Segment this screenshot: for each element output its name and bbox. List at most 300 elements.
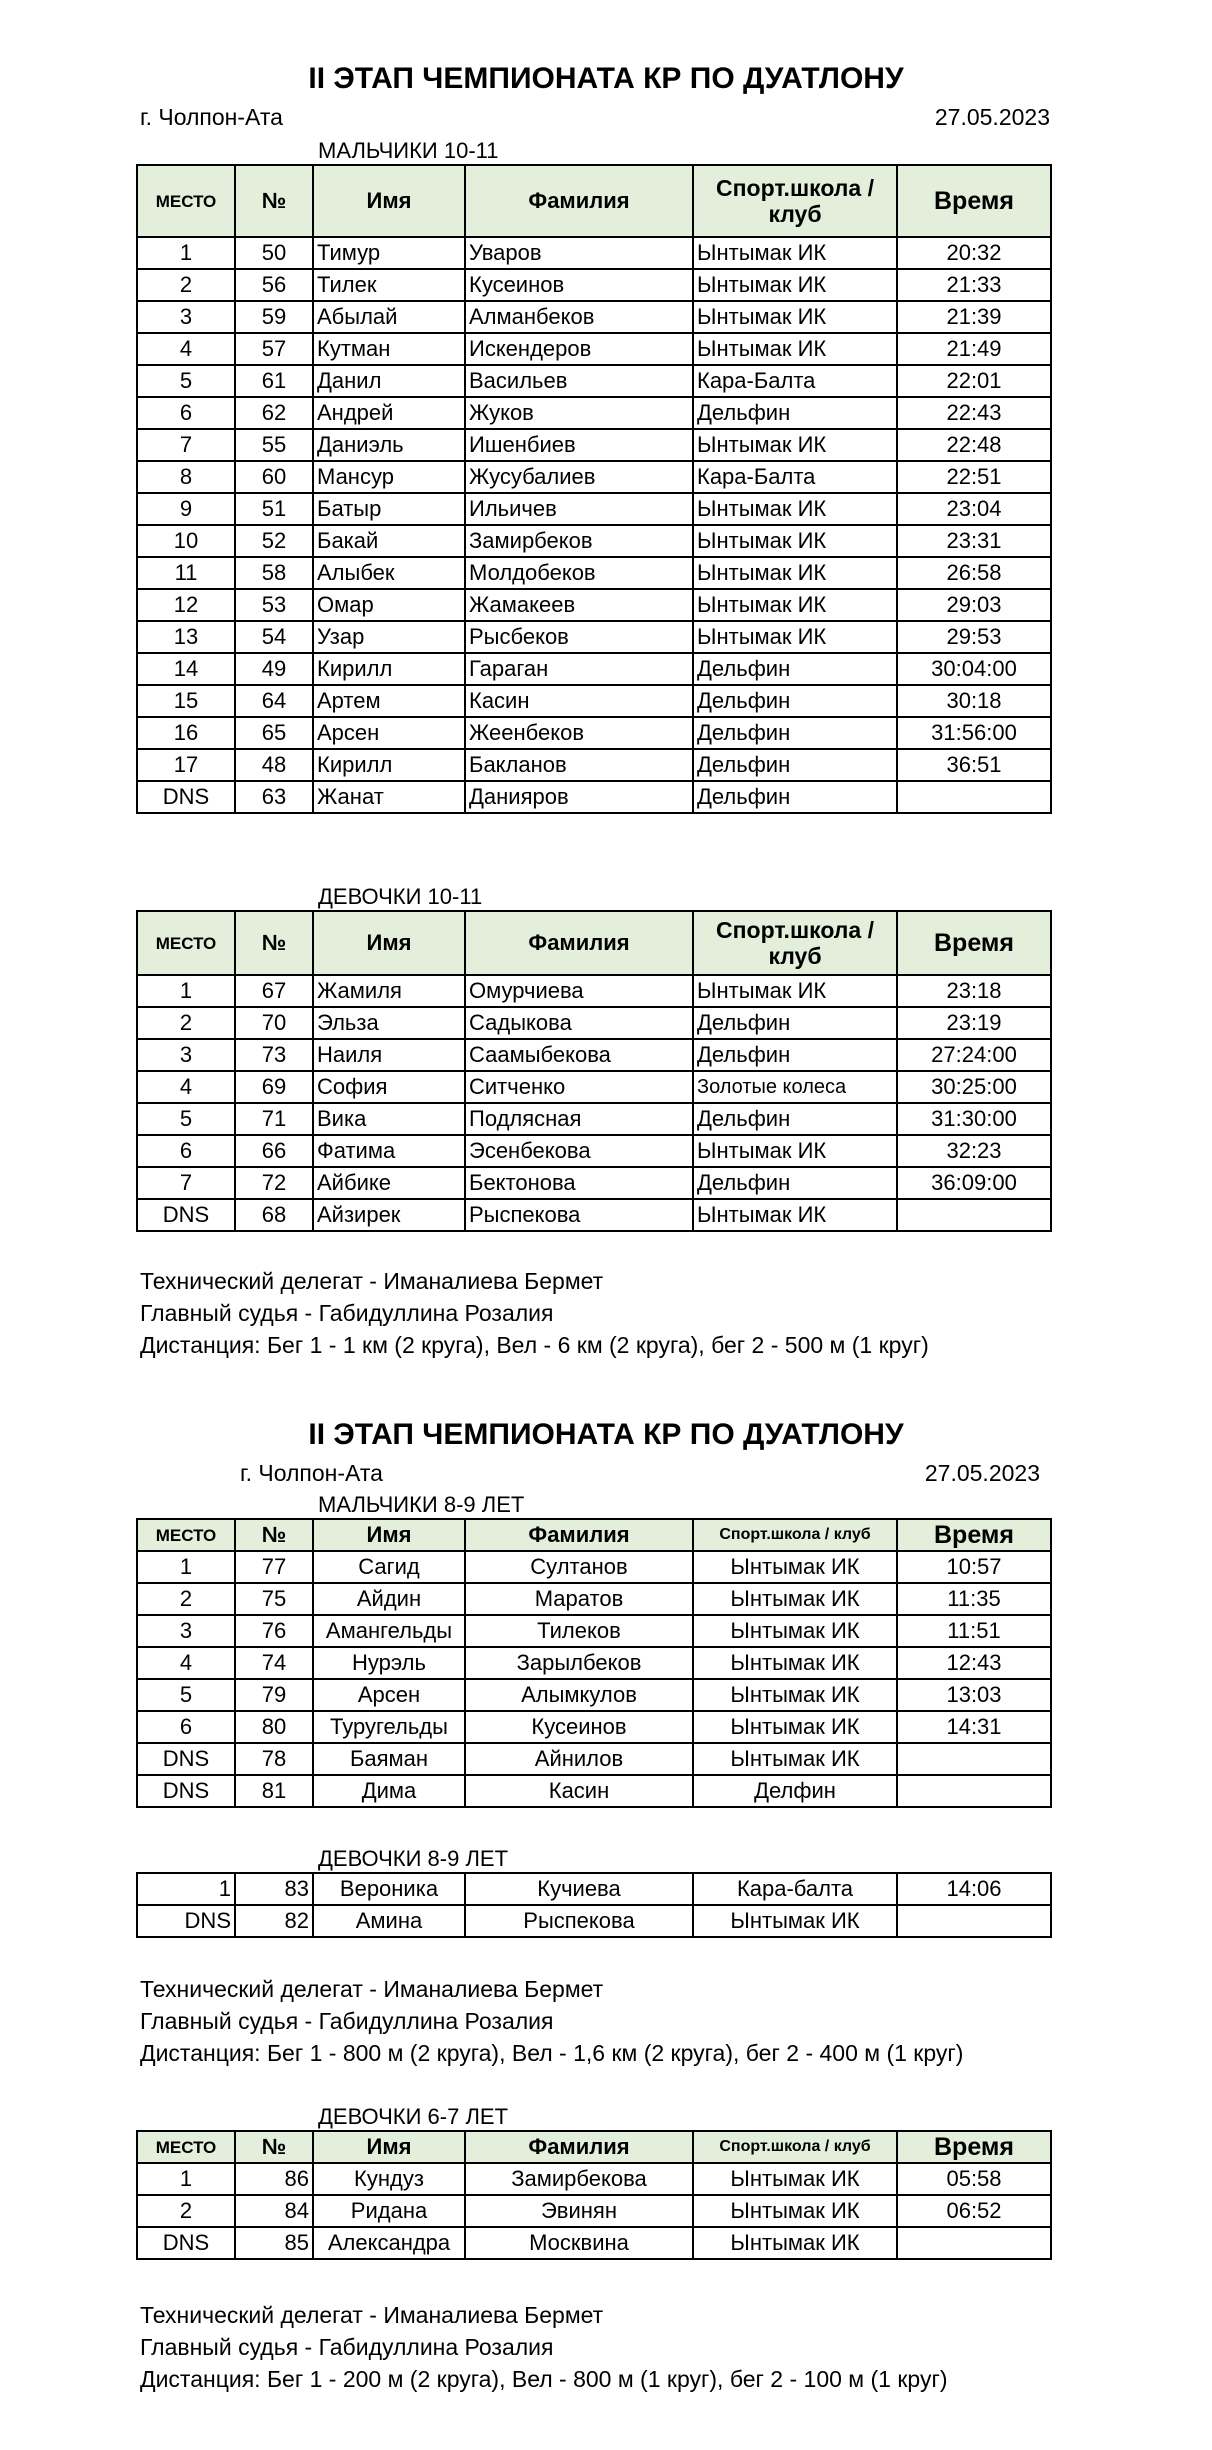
table-row xyxy=(137,1167,1051,1199)
table-row xyxy=(137,1679,1051,1711)
first-name-cell: Узар xyxy=(313,621,465,653)
table-row xyxy=(137,301,1051,333)
time-cell: 06:52 xyxy=(897,2195,1051,2227)
surname-cell: Жуков xyxy=(465,397,693,429)
table-row xyxy=(137,1775,1051,1807)
first-name-cell: Айбике xyxy=(313,1167,465,1199)
time-cell xyxy=(897,781,1051,813)
surname-cell: Бектонова xyxy=(465,1167,693,1199)
club-cell: Ынтымак ИК xyxy=(693,237,897,269)
club-cell: Ынтымак ИК xyxy=(693,1743,897,1775)
surname-cell: Алманбеков xyxy=(465,301,693,333)
bib-number-cell: 71 xyxy=(235,1103,313,1135)
table-row xyxy=(137,1135,1051,1167)
bib-number-cell: 50 xyxy=(235,237,313,269)
first-name-cell: Сагид xyxy=(313,1551,465,1583)
place-cell: 1 xyxy=(137,2163,235,2195)
table-row xyxy=(137,365,1051,397)
surname-cell: Жусубалиев xyxy=(465,461,693,493)
col-header-time: Время xyxy=(897,911,1051,975)
table-row xyxy=(137,1743,1051,1775)
first-name-cell: Кундуз xyxy=(313,2163,465,2195)
time-cell: 11:51 xyxy=(897,1615,1051,1647)
place-cell: 13 xyxy=(137,621,235,653)
bib-number-cell: 77 xyxy=(235,1551,313,1583)
time-cell: 30:18 xyxy=(897,685,1051,717)
time-cell: 21:49 xyxy=(897,333,1051,365)
first-name-cell: Амангельды xyxy=(313,1615,465,1647)
place-cell: 7 xyxy=(137,429,235,461)
table-row xyxy=(137,1103,1051,1135)
bib-number-cell: 78 xyxy=(235,1743,313,1775)
first-name-cell: Артем xyxy=(313,685,465,717)
category-title: МАЛЬЧИКИ 8-9 ЛЕТ xyxy=(318,1492,525,1517)
place-cell: 9 xyxy=(137,493,235,525)
bib-number-cell: 58 xyxy=(235,557,313,589)
bib-number-cell: 62 xyxy=(235,397,313,429)
surname-cell: Садыкова xyxy=(465,1007,693,1039)
club-cell: Дельфин xyxy=(693,1103,897,1135)
club-cell: Ынтымак ИК xyxy=(693,525,897,557)
club-cell: Ынтымак ИК xyxy=(693,975,897,1007)
distance-note: Дистанция: Бег 1 - 800 м (2 круга), Вел - 1,6 км (2 круга), бег 2 - 400 м (1 круг) xyxy=(140,2040,964,2066)
surname-cell: Кусеинов xyxy=(465,269,693,301)
club-cell: Ынтымак ИК xyxy=(693,1647,897,1679)
time-cell: 29:03 xyxy=(897,589,1051,621)
table-row xyxy=(137,1199,1051,1231)
bib-number-cell: 48 xyxy=(235,749,313,781)
tech-delegate-note: Технический делегат - Иманалиева Бермет xyxy=(140,1268,604,1294)
club-cell: Ынтымак ИК xyxy=(693,557,897,589)
place-cell: 5 xyxy=(137,365,235,397)
surname-cell: Гараган xyxy=(465,653,693,685)
place-cell: DNS xyxy=(137,2227,235,2259)
table-row xyxy=(137,333,1051,365)
first-name-cell: Айдин xyxy=(313,1583,465,1615)
bib-number-cell: 72 xyxy=(235,1167,313,1199)
bib-number-cell: 57 xyxy=(235,333,313,365)
first-name-cell: Кирилл xyxy=(313,749,465,781)
place-cell: DNS xyxy=(137,1905,235,1937)
time-cell xyxy=(897,1775,1051,1807)
club-cell: Ынтымак ИК xyxy=(693,1615,897,1647)
first-name-cell: Арсен xyxy=(313,1679,465,1711)
bib-number-cell: 49 xyxy=(235,653,313,685)
table-row xyxy=(137,781,1051,813)
col-header-club: Спорт.школа / клуб xyxy=(693,911,897,975)
first-name-cell: Айзирек xyxy=(313,1199,465,1231)
first-name-cell: Александра xyxy=(313,2227,465,2259)
place-cell: 6 xyxy=(137,1711,235,1743)
time-cell: 10:57 xyxy=(897,1551,1051,1583)
col-header-number: № xyxy=(235,911,313,975)
table-row xyxy=(137,2195,1051,2227)
time-cell: 23:31 xyxy=(897,525,1051,557)
first-name-cell: Тимур xyxy=(313,237,465,269)
place-cell: 1 xyxy=(137,237,235,269)
category-title: МАЛЬЧИКИ 10-11 xyxy=(318,138,499,163)
time-cell xyxy=(897,1905,1051,1937)
surname-cell: Алымкулов xyxy=(465,1679,693,1711)
category-title: ДЕВОЧКИ 6-7 ЛЕТ xyxy=(318,2104,509,2129)
club-cell: Золотые колеса xyxy=(693,1071,897,1103)
table-row xyxy=(137,525,1051,557)
event-location: г. Чолпон-Ата xyxy=(140,104,283,130)
first-name-cell: Нурэль xyxy=(313,1647,465,1679)
place-cell: DNS xyxy=(137,1743,235,1775)
club-cell: Ынтымак ИК xyxy=(693,493,897,525)
place-cell: 3 xyxy=(137,1039,235,1071)
first-name-cell: Батыр xyxy=(313,493,465,525)
time-cell: 26:58 xyxy=(897,557,1051,589)
table-row xyxy=(137,1711,1051,1743)
first-name-cell: Туругельды xyxy=(313,1711,465,1743)
surname-cell: Касин xyxy=(465,1775,693,1807)
bib-number-cell: 59 xyxy=(235,301,313,333)
club-cell: Делфин xyxy=(693,1775,897,1807)
time-cell: 22:51 xyxy=(897,461,1051,493)
table-header-row xyxy=(137,1519,1051,1551)
place-cell: 7 xyxy=(137,1167,235,1199)
club-cell: Ынтымак ИК xyxy=(693,621,897,653)
bib-number-cell: 55 xyxy=(235,429,313,461)
club-cell: Ынтымак ИК xyxy=(693,589,897,621)
bib-number-cell: 74 xyxy=(235,1647,313,1679)
bib-number-cell: 66 xyxy=(235,1135,313,1167)
club-cell: Дельфин xyxy=(693,1007,897,1039)
surname-cell: Жеенбеков xyxy=(465,717,693,749)
bib-number-cell: 51 xyxy=(235,493,313,525)
col-header-name: Имя xyxy=(313,165,465,237)
bib-number-cell: 53 xyxy=(235,589,313,621)
first-name-cell: Вероника xyxy=(313,1873,465,1905)
bib-number-cell: 63 xyxy=(235,781,313,813)
col-header-name: Имя xyxy=(313,2131,465,2163)
bib-number-cell: 79 xyxy=(235,1679,313,1711)
time-cell: 30:04:00 xyxy=(897,653,1051,685)
surname-cell: Васильев xyxy=(465,365,693,397)
surname-cell: Рысбеков xyxy=(465,621,693,653)
table-header-row xyxy=(137,165,1051,237)
club-cell: Ынтымак ИК xyxy=(693,1711,897,1743)
time-cell: 30:25:00 xyxy=(897,1071,1051,1103)
col-header-number: № xyxy=(235,1519,313,1551)
place-cell: 2 xyxy=(137,1007,235,1039)
bib-number-cell: 73 xyxy=(235,1039,313,1071)
surname-cell: Замирбеков xyxy=(465,525,693,557)
club-cell: Ынтымак ИК xyxy=(693,429,897,461)
place-cell: 3 xyxy=(137,301,235,333)
bib-number-cell: 82 xyxy=(235,1905,313,1937)
place-cell: 1 xyxy=(137,1551,235,1583)
first-name-cell: Данил xyxy=(313,365,465,397)
bib-number-cell: 85 xyxy=(235,2227,313,2259)
place-cell: 11 xyxy=(137,557,235,589)
time-cell: 21:39 xyxy=(897,301,1051,333)
col-header-club: Спорт.школа / клуб xyxy=(693,1519,897,1551)
place-cell: 6 xyxy=(137,1135,235,1167)
first-name-cell: Даниэль xyxy=(313,429,465,461)
first-name-cell: Ридана xyxy=(313,2195,465,2227)
club-cell: Дельфин xyxy=(693,1039,897,1071)
first-name-cell: Омар xyxy=(313,589,465,621)
first-name-cell: София xyxy=(313,1071,465,1103)
place-cell: 8 xyxy=(137,461,235,493)
surname-cell: Ильичев xyxy=(465,493,693,525)
club-cell: Ынтымак ИК xyxy=(693,1199,897,1231)
col-header-surname: Фамилия xyxy=(465,2131,693,2163)
place-cell: 12 xyxy=(137,589,235,621)
surname-cell: Рыспекова xyxy=(465,1905,693,1937)
chief-judge-note: Главный судья - Габидуллина Розалия xyxy=(140,1300,554,1326)
bib-number-cell: 75 xyxy=(235,1583,313,1615)
first-name-cell: Мансур xyxy=(313,461,465,493)
surname-cell: Данияров xyxy=(465,781,693,813)
time-cell: 29:53 xyxy=(897,621,1051,653)
surname-cell: Рыспекова xyxy=(465,1199,693,1231)
bib-number-cell: 54 xyxy=(235,621,313,653)
club-cell: Ынтымак ИК xyxy=(693,2195,897,2227)
club-cell: Дельфин xyxy=(693,1167,897,1199)
bib-number-cell: 65 xyxy=(235,717,313,749)
event-location: г. Чолпон-Ата xyxy=(240,1460,383,1486)
table-row xyxy=(137,2227,1051,2259)
first-name-cell: Андрей xyxy=(313,397,465,429)
surname-cell: Молдобеков xyxy=(465,557,693,589)
first-name-cell: Абылай xyxy=(313,301,465,333)
surname-cell: Зарылбеков xyxy=(465,1647,693,1679)
surname-cell: Замирбекова xyxy=(465,2163,693,2195)
table-row xyxy=(137,1615,1051,1647)
time-cell: 12:43 xyxy=(897,1647,1051,1679)
place-cell: 17 xyxy=(137,749,235,781)
place-cell: 16 xyxy=(137,717,235,749)
table-row xyxy=(137,269,1051,301)
col-header-number: № xyxy=(235,2131,313,2163)
place-cell: 5 xyxy=(137,1679,235,1711)
first-name-cell: Вика xyxy=(313,1103,465,1135)
surname-cell: Кучиева xyxy=(465,1873,693,1905)
first-name-cell: Тилек xyxy=(313,269,465,301)
place-cell: 2 xyxy=(137,2195,235,2227)
place-cell: 4 xyxy=(137,333,235,365)
bib-number-cell: 67 xyxy=(235,975,313,1007)
surname-cell: Саамыбекова xyxy=(465,1039,693,1071)
table-row xyxy=(137,1007,1051,1039)
club-cell: Ынтымак ИК xyxy=(693,1135,897,1167)
table-row xyxy=(137,1039,1051,1071)
first-name-cell: Дима xyxy=(313,1775,465,1807)
bib-number-cell: 68 xyxy=(235,1199,313,1231)
results-table-boys-10-11 xyxy=(136,164,1052,814)
table-row xyxy=(137,1551,1051,1583)
table-row xyxy=(137,493,1051,525)
club-cell: Ынтымак ИК xyxy=(693,2227,897,2259)
first-name-cell: Фатима xyxy=(313,1135,465,1167)
first-name-cell: Кутман xyxy=(313,333,465,365)
time-cell: 13:03 xyxy=(897,1679,1051,1711)
club-cell: Дельфин xyxy=(693,749,897,781)
table-row xyxy=(137,1583,1051,1615)
table-row xyxy=(137,749,1051,781)
place-cell: 4 xyxy=(137,1071,235,1103)
first-name-cell: Наиля xyxy=(313,1039,465,1071)
results-table-girls-8-9 xyxy=(136,1872,1052,1938)
col-header-place: МЕСТО xyxy=(137,2131,235,2163)
table-header-row xyxy=(137,2131,1051,2163)
first-name-cell: Амина xyxy=(313,1905,465,1937)
club-cell: Ынтымак ИК xyxy=(693,301,897,333)
time-cell xyxy=(897,1199,1051,1231)
col-header-club: Спорт.школа / клуб xyxy=(693,2131,897,2163)
club-cell: Дельфин xyxy=(693,781,897,813)
chief-judge-note: Главный судья - Габидуллина Розалия xyxy=(140,2334,554,2360)
col-header-surname: Фамилия xyxy=(465,911,693,975)
page-title: II ЭТАП ЧЕМПИОНАТА КР ПО ДУАТЛОНУ xyxy=(308,62,904,95)
bib-number-cell: 76 xyxy=(235,1615,313,1647)
place-cell: 4 xyxy=(137,1647,235,1679)
table-row xyxy=(137,1873,1051,1905)
surname-cell: Эвинян xyxy=(465,2195,693,2227)
results-table-girls-6-7 xyxy=(136,2130,1052,2260)
bib-number-cell: 83 xyxy=(235,1873,313,1905)
surname-cell: Искендеров xyxy=(465,333,693,365)
col-header-number: № xyxy=(235,165,313,237)
time-cell: 14:31 xyxy=(897,1711,1051,1743)
club-cell: Кара-Балта xyxy=(693,461,897,493)
time-cell: 22:48 xyxy=(897,429,1051,461)
table-row xyxy=(137,2163,1051,2195)
surname-cell: Уваров xyxy=(465,237,693,269)
club-cell: Ынтымак ИК xyxy=(693,1905,897,1937)
place-cell: DNS xyxy=(137,1775,235,1807)
place-cell: 2 xyxy=(137,269,235,301)
surname-cell: Бакланов xyxy=(465,749,693,781)
col-header-time: Время xyxy=(897,165,1051,237)
bib-number-cell: 69 xyxy=(235,1071,313,1103)
club-cell: Ынтымак ИК xyxy=(693,1551,897,1583)
col-header-time: Время xyxy=(897,1519,1051,1551)
table-row xyxy=(137,1905,1051,1937)
club-cell: Дельфин xyxy=(693,717,897,749)
club-cell: Ынтымак ИК xyxy=(693,269,897,301)
distance-note: Дистанция: Бег 1 - 200 м (2 круга), Вел - 800 м (1 круг), бег 2 - 100 м (1 круг) xyxy=(140,2366,948,2392)
table-row xyxy=(137,397,1051,429)
club-cell: Дельфин xyxy=(693,685,897,717)
time-cell: 23:04 xyxy=(897,493,1051,525)
table-row xyxy=(137,237,1051,269)
bib-number-cell: 84 xyxy=(235,2195,313,2227)
time-cell: 20:32 xyxy=(897,237,1051,269)
surname-cell: Эсенбекова xyxy=(465,1135,693,1167)
bib-number-cell: 52 xyxy=(235,525,313,557)
time-cell: 27:24:00 xyxy=(897,1039,1051,1071)
distance-note: Дистанция: Бег 1 - 1 км (2 круга), Вел - 6 км (2 круга), бег 2 - 500 м (1 круг) xyxy=(140,1332,929,1358)
surname-cell: Ишенбиев xyxy=(465,429,693,461)
bib-number-cell: 56 xyxy=(235,269,313,301)
first-name-cell: Кирилл xyxy=(313,653,465,685)
first-name-cell: Жамиля xyxy=(313,975,465,1007)
col-header-place: МЕСТО xyxy=(137,165,235,237)
place-cell: 1 xyxy=(137,975,235,1007)
time-cell xyxy=(897,2227,1051,2259)
place-cell: 6 xyxy=(137,397,235,429)
bib-number-cell: 86 xyxy=(235,2163,313,2195)
place-cell: DNS xyxy=(137,1199,235,1231)
club-cell: Ынтымак ИК xyxy=(693,333,897,365)
club-cell: Ынтымак ИК xyxy=(693,1583,897,1615)
time-cell: 23:19 xyxy=(897,1007,1051,1039)
col-header-surname: Фамилия xyxy=(465,165,693,237)
bib-number-cell: 81 xyxy=(235,1775,313,1807)
col-header-place: МЕСТО xyxy=(137,911,235,975)
bib-number-cell: 70 xyxy=(235,1007,313,1039)
table-row xyxy=(137,685,1051,717)
surname-cell: Подлясная xyxy=(465,1103,693,1135)
table-row xyxy=(137,653,1051,685)
club-cell: Ынтымак ИК xyxy=(693,2163,897,2195)
first-name-cell: Эльза xyxy=(313,1007,465,1039)
time-cell: 22:01 xyxy=(897,365,1051,397)
page-title: II ЭТАП ЧЕМПИОНАТА КР ПО ДУАТЛОНУ xyxy=(308,1418,904,1451)
time-cell: 11:35 xyxy=(897,1583,1051,1615)
results-table-girls-10-11 xyxy=(136,910,1052,1232)
place-cell: 2 xyxy=(137,1583,235,1615)
surname-cell: Касин xyxy=(465,685,693,717)
time-cell: 36:51 xyxy=(897,749,1051,781)
table-row xyxy=(137,1647,1051,1679)
surname-cell: Айнилов xyxy=(465,1743,693,1775)
first-name-cell: Арсен xyxy=(313,717,465,749)
time-cell: 23:18 xyxy=(897,975,1051,1007)
bib-number-cell: 60 xyxy=(235,461,313,493)
surname-cell: Жамакеев xyxy=(465,589,693,621)
table-row xyxy=(137,1071,1051,1103)
col-header-surname: Фамилия xyxy=(465,1519,693,1551)
surname-cell: Маратов xyxy=(465,1583,693,1615)
surname-cell: Тилеков xyxy=(465,1615,693,1647)
place-cell: 5 xyxy=(137,1103,235,1135)
place-cell: DNS xyxy=(137,781,235,813)
time-cell xyxy=(897,1743,1051,1775)
col-header-club: Спорт.школа / клуб xyxy=(693,165,897,237)
table-row xyxy=(137,461,1051,493)
place-cell: 14 xyxy=(137,653,235,685)
col-header-name: Имя xyxy=(313,1519,465,1551)
time-cell: 21:33 xyxy=(897,269,1051,301)
table-header-row xyxy=(137,911,1051,975)
table-row xyxy=(137,429,1051,461)
table-row xyxy=(137,589,1051,621)
club-cell: Кара-балта xyxy=(693,1873,897,1905)
col-header-place: МЕСТО xyxy=(137,1519,235,1551)
club-cell: Кара-Балта xyxy=(693,365,897,397)
table-row xyxy=(137,975,1051,1007)
time-cell: 14:06 xyxy=(897,1873,1051,1905)
first-name-cell: Алыбек xyxy=(313,557,465,589)
surname-cell: Ситченко xyxy=(465,1071,693,1103)
table-row xyxy=(137,557,1051,589)
place-cell: 3 xyxy=(137,1615,235,1647)
table-row xyxy=(137,621,1051,653)
surname-cell: Москвина xyxy=(465,2227,693,2259)
place-cell: 1 xyxy=(137,1873,235,1905)
place-cell: 15 xyxy=(137,685,235,717)
club-cell: Ынтымак ИК xyxy=(693,1679,897,1711)
col-header-time: Время xyxy=(897,2131,1051,2163)
event-date: 27.05.2023 xyxy=(924,1460,1040,1486)
time-cell: 36:09:00 xyxy=(897,1167,1051,1199)
